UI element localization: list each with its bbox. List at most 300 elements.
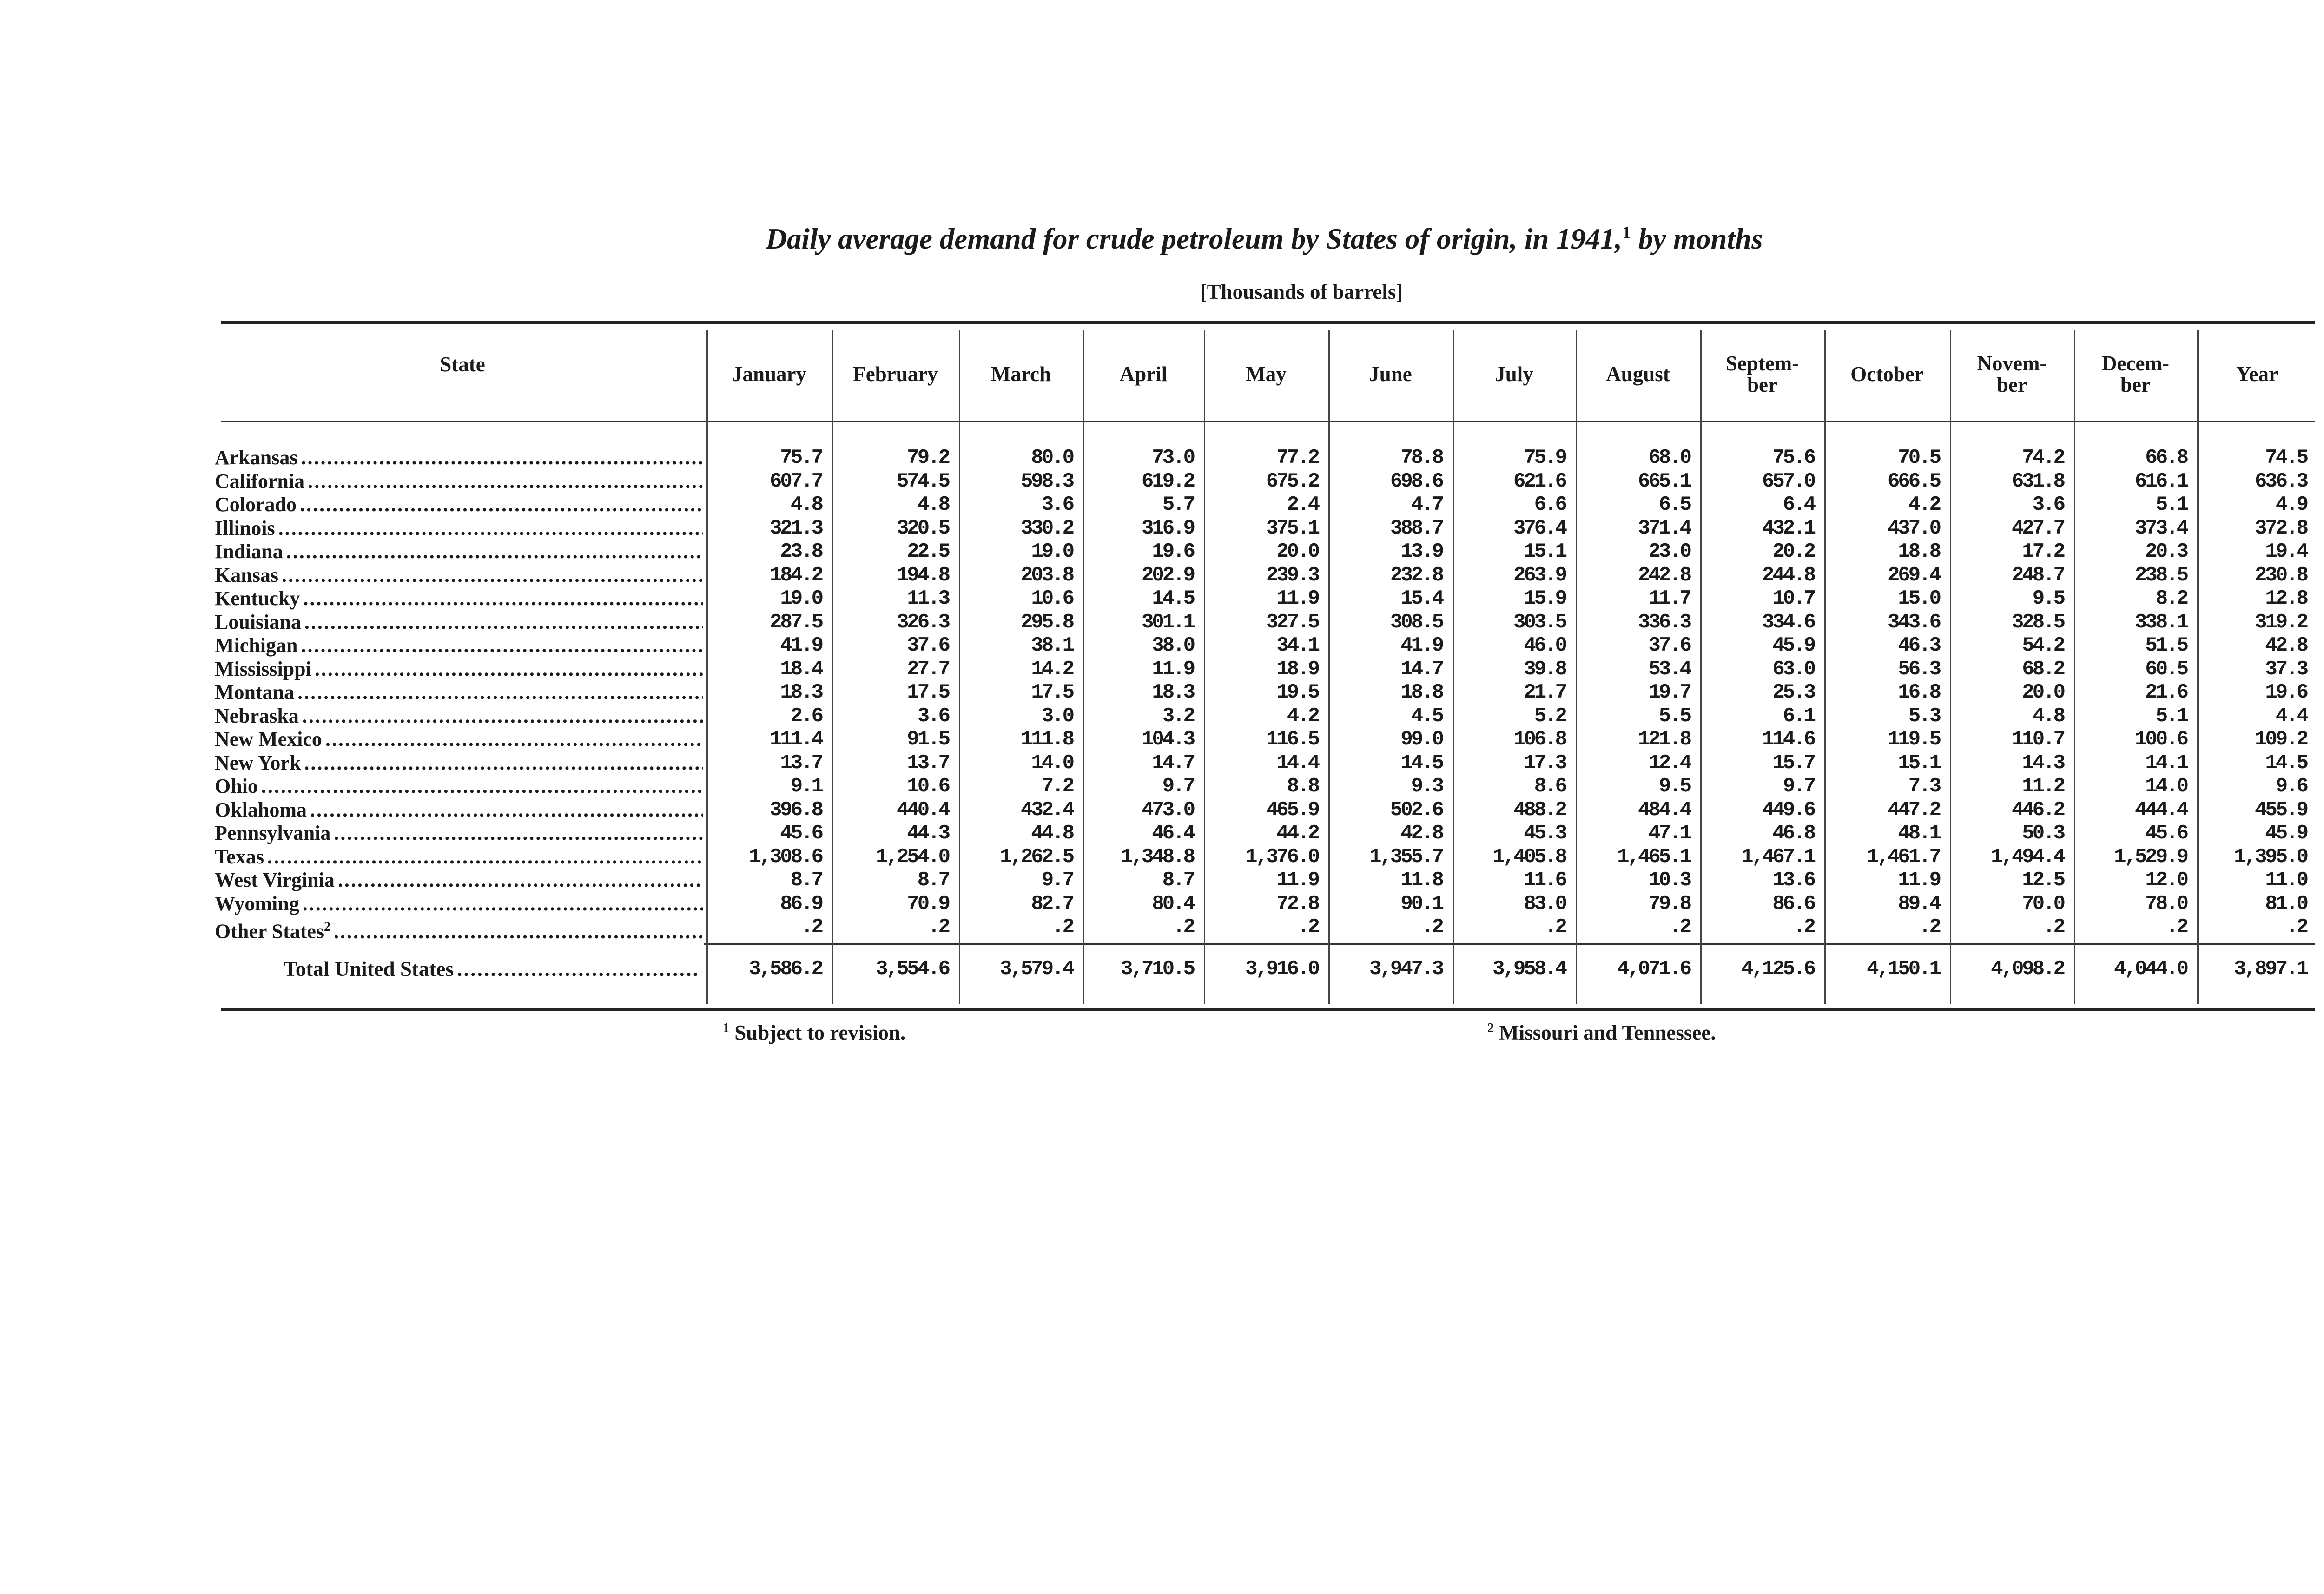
table-cell: 8.7 (1162, 869, 1194, 892)
table-cell: 371.4 (1637, 516, 1690, 540)
state-name: Kansas (215, 563, 278, 586)
table-cell: 13.9 (1400, 540, 1442, 563)
table-cell: 68.0 (1648, 446, 1690, 469)
table-cell: 25.3 (1772, 681, 1814, 704)
table-cell: 326.3 (896, 610, 949, 634)
total-cell: 3,554.6 (876, 957, 949, 981)
table-cell: 239.3 (1266, 563, 1318, 587)
table-cell: .2 (928, 916, 949, 939)
table-cell: 10.3 (1648, 869, 1690, 892)
table-cell: 78.8 (1400, 446, 1442, 469)
table-cell: 111.4 (769, 728, 822, 751)
table-cell: 48.1 (1898, 822, 1940, 845)
table-cell: 11.9 (1898, 869, 1940, 892)
table-cell: 248.7 (2011, 563, 2064, 587)
table-cell: 502.6 (1390, 798, 1442, 822)
total-rule (704, 943, 2315, 945)
table-cell: 1,308.6 (749, 845, 822, 869)
table-cell: .2 (2166, 916, 2187, 939)
table-cell: 10.6 (1031, 587, 1073, 610)
table-cell: 21.6 (2145, 681, 2187, 704)
table-cell: .2 (2286, 916, 2307, 939)
table-cell: 42.8 (1400, 822, 1442, 845)
table-title-tail: by months (1631, 223, 1763, 255)
table-cell: 375.1 (1266, 516, 1318, 540)
table-cell: 666.5 (1887, 469, 1940, 493)
total-cell: 4,098.2 (1991, 957, 2064, 981)
table-cell: 2.6 (790, 704, 822, 728)
table-cell: 72.8 (1276, 892, 1318, 916)
state-name: Montana (215, 681, 295, 704)
table-cell: 574.5 (896, 469, 949, 493)
table-cell: 14.7 (1400, 657, 1442, 681)
table-cell: 19.5 (1276, 681, 1318, 704)
table-cell: 14.4 (1276, 751, 1318, 775)
table-cell: 54.2 (2022, 634, 2064, 657)
table-cell: 74.2 (2022, 446, 2064, 469)
table-cell: 38.0 (1152, 634, 1194, 657)
table-cell: 27.7 (907, 657, 949, 681)
table-cell: 15.7 (1772, 751, 1814, 775)
total-cell: 4,150.1 (1867, 957, 1940, 981)
state-label (215, 916, 703, 943)
table-cell: 18.3 (1152, 681, 1194, 704)
state-label (215, 705, 703, 728)
table-cell: 621.6 (1513, 469, 1565, 493)
table-cell: 51.5 (2145, 634, 2187, 657)
table-cell: 45.6 (780, 822, 822, 845)
state-name: Nebraska (215, 704, 299, 727)
table-cell: 119.5 (1887, 728, 1940, 751)
column-header: February (853, 362, 938, 386)
table-cell: 9.7 (1783, 775, 1814, 798)
table-cell: 13.7 (907, 751, 949, 775)
table-cell: .2 (2043, 916, 2064, 939)
table-cell: 109.2 (2254, 728, 2307, 751)
total-cell: 3,579.4 (1000, 957, 1073, 981)
table-cell: 373.4 (2134, 516, 2187, 540)
table-cell: 53.4 (1648, 657, 1690, 681)
table-cell: 121.8 (1637, 728, 1690, 751)
table-cell: 75.7 (780, 446, 822, 469)
table-cell: 432.1 (1762, 516, 1814, 540)
table-cell: 14.5 (1152, 587, 1194, 610)
table-cell: 9.7 (1162, 775, 1194, 798)
table-cell: 230.8 (2254, 563, 2307, 587)
table-cell: 104.3 (1141, 728, 1194, 751)
state-label (215, 892, 703, 916)
state-name: Pennsylvania (215, 822, 331, 844)
table-cell: 295.8 (1020, 610, 1073, 634)
table-cell: 698.6 (1390, 469, 1442, 493)
table-cell: 484.4 (1637, 798, 1690, 822)
table-cell: 636.3 (2254, 469, 2307, 493)
table-cell: 11.2 (2022, 775, 2064, 798)
table-cell: 5.3 (1908, 704, 1940, 728)
table-cell: 10.7 (1772, 587, 1814, 610)
table-cell: 14.5 (2265, 751, 2307, 775)
table-cell: 37.3 (2265, 657, 2307, 681)
table-cell: 232.8 (1390, 563, 1442, 587)
table-cell: 14.2 (1031, 657, 1073, 681)
state-label (215, 728, 703, 751)
table-cell: 20.2 (1772, 540, 1814, 563)
column-header: July (1495, 362, 1533, 386)
state-name: California (215, 469, 305, 493)
table-cell: 46.4 (1152, 822, 1194, 845)
total-cell: 3,916.0 (1245, 957, 1318, 981)
table-cell: 328.5 (2011, 610, 2064, 634)
table-cell: 6.4 (1783, 493, 1814, 516)
state-name: Michigan (215, 634, 298, 657)
table-cell: 465.9 (1266, 798, 1318, 822)
table-cell: 23.0 (1648, 540, 1690, 563)
table-cell: .2 (1297, 916, 1318, 939)
state-name: Texas (215, 845, 264, 868)
table-cell: 5.5 (1658, 704, 1690, 728)
table-cell: 1,467.1 (1741, 845, 1814, 869)
column-header: Year (2236, 362, 2278, 386)
table-cell: 89.4 (1898, 892, 1940, 916)
table-cell: 20.0 (2022, 681, 2064, 704)
table-cell: 4.2 (1908, 493, 1940, 516)
state-label (215, 658, 703, 681)
table-cell: 46.0 (1524, 634, 1565, 657)
state-name: Ohio (215, 775, 258, 797)
state-name: Other States (215, 920, 324, 943)
table-cell: 1,465.1 (1617, 845, 1690, 869)
table-cell: 7.3 (1908, 775, 1940, 798)
title-footnote-mark: 1 (1622, 223, 1631, 243)
state-label (215, 517, 703, 540)
table-cell: 38.1 (1031, 634, 1073, 657)
state-label (215, 775, 703, 798)
table-cell: 1,262.5 (1000, 845, 1073, 869)
table-cell: 44.8 (1031, 822, 1073, 845)
table-cell: 5.7 (1162, 493, 1194, 516)
table-cell: 287.5 (769, 610, 822, 634)
stub-header: State (440, 353, 485, 376)
total-cell: 4,071.6 (1617, 957, 1690, 981)
total-cell: 3,947.3 (1369, 957, 1442, 981)
table-cell: 4.4 (2275, 704, 2307, 728)
table-cell: 46.3 (1898, 634, 1940, 657)
table-cell: 437.0 (1887, 516, 1940, 540)
table-cell: 73.0 (1152, 446, 1194, 469)
table-cell: 5.2 (1534, 704, 1565, 728)
table-cell: 1,376.0 (1245, 845, 1318, 869)
state-name: Kentucky (215, 587, 300, 610)
table-cell: 388.7 (1390, 516, 1442, 540)
table-cell: 657.0 (1762, 469, 1814, 493)
table-cell: 39.8 (1524, 657, 1565, 681)
table-cell: 63.0 (1772, 657, 1814, 681)
table-cell: 6.6 (1534, 493, 1565, 516)
table-cell: 37.6 (907, 634, 949, 657)
table-cell: 4.9 (2275, 493, 2307, 516)
table-cell: 8.7 (917, 869, 949, 892)
column-header: March (990, 362, 1051, 386)
table-cell: 17.3 (1524, 751, 1565, 775)
table-cell: 11.8 (1400, 869, 1442, 892)
table-cell: 18.9 (1276, 657, 1318, 681)
table-cell: 1,254.0 (876, 845, 949, 869)
state-name: Wyoming (215, 892, 299, 915)
footnote-2-mark: 2 (1487, 1021, 1494, 1035)
table-cell: 1,529.9 (2114, 845, 2187, 869)
table-cell: 4.8 (2032, 704, 2064, 728)
state-footnote-mark: 2 (324, 920, 331, 934)
table-cell: 80.0 (1031, 446, 1073, 469)
table-cell: 18.8 (1400, 681, 1442, 704)
table-cell: 316.9 (1141, 516, 1194, 540)
table-cell: 15.9 (1524, 587, 1565, 610)
table-cell: 203.8 (1020, 563, 1073, 587)
table-cell: 598.3 (1020, 469, 1073, 493)
table-cell: 1,405.8 (1492, 845, 1565, 869)
footnote-1-text: Subject to revision. (734, 1021, 906, 1044)
state-name: West Virginia (215, 869, 335, 891)
table-cell: 14.0 (2145, 775, 2187, 798)
table-cell: 75.6 (1772, 446, 1814, 469)
table-cell: 50.3 (2022, 822, 2064, 845)
table-cell: .2 (1052, 916, 1073, 939)
table-cell: 338.1 (2134, 610, 2187, 634)
table-cell: 301.1 (1141, 610, 1194, 634)
table-cell: 18.3 (780, 681, 822, 704)
table-cell: 46.8 (1772, 822, 1814, 845)
state-name: Mississippi (215, 657, 311, 680)
table-cell: 20.0 (1276, 540, 1318, 563)
table-cell: 4.7 (1411, 493, 1442, 516)
table-cell: 3.6 (1041, 493, 1073, 516)
table-cell: 44.2 (1276, 822, 1318, 845)
table-cell: 75.9 (1524, 446, 1565, 469)
column-header: August (1606, 362, 1670, 386)
table-cell: 263.9 (1513, 563, 1565, 587)
table-cell: 44.3 (907, 822, 949, 845)
header-rule (221, 421, 2315, 422)
table-cell: 184.2 (769, 563, 822, 587)
table-cell: 56.3 (1898, 657, 1940, 681)
table-title (665, 222, 1864, 256)
table-cell: 1,348.8 (1121, 845, 1194, 869)
state-name: Arkansas (215, 446, 298, 469)
table-cell: 100.6 (2134, 728, 2187, 751)
table-cell: 376.4 (1513, 516, 1565, 540)
total-label: Total United States . . . (284, 957, 704, 981)
table-cell: 23.8 (780, 540, 822, 563)
table-cell: 45.3 (1524, 822, 1565, 845)
table-cell: 1,395.0 (2234, 845, 2307, 869)
table-cell: 3.0 (1041, 704, 1073, 728)
table-cell: 19.0 (780, 587, 822, 610)
table-cell: 79.2 (907, 446, 949, 469)
state-label (215, 446, 703, 469)
table-cell: 5.1 (2155, 704, 2187, 728)
table-cell: 447.2 (1887, 798, 1940, 822)
table-cell: 11.9 (1276, 869, 1318, 892)
table-cell: 334.6 (1762, 610, 1814, 634)
state-name: Louisiana (215, 610, 301, 633)
table-cell: 74.5 (2265, 446, 2307, 469)
table-cell: 327.5 (1266, 610, 1318, 634)
table-cell: 319.2 (2254, 610, 2307, 634)
state-label (215, 822, 703, 845)
table-cell: 42.8 (2265, 634, 2307, 657)
table-cell: 13.7 (780, 751, 822, 775)
table-cell: 15.4 (1400, 587, 1442, 610)
table-cell: 41.9 (780, 634, 822, 657)
table-cell: 330.2 (1020, 516, 1073, 540)
table-cell: 11.7 (1648, 587, 1690, 610)
table-cell: 37.6 (1648, 634, 1690, 657)
table-cell: 343.6 (1887, 610, 1940, 634)
table-cell: 70.5 (1898, 446, 1940, 469)
table-cell: 449.6 (1762, 798, 1814, 822)
table-cell: 2.4 (1287, 493, 1318, 516)
table-cell: 1,355.7 (1369, 845, 1442, 869)
table-cell: 194.8 (896, 563, 949, 587)
table-cell: 70.0 (2022, 892, 2064, 916)
table-cell: 19.6 (1152, 540, 1194, 563)
table-cell: 19.7 (1648, 681, 1690, 704)
table-cell: 18.4 (780, 657, 822, 681)
table-cell: 619.2 (1141, 469, 1194, 493)
table-cell: 19.0 (1031, 540, 1073, 563)
table-cell: 321.3 (769, 516, 822, 540)
table-cell: 12.0 (2145, 869, 2187, 892)
table-cell: 446.2 (2011, 798, 2064, 822)
table-cell: 86.9 (780, 892, 822, 916)
table-cell: 1,461.7 (1867, 845, 1940, 869)
table-cell: 20.3 (2145, 540, 2187, 563)
table-cell: 432.4 (1020, 798, 1073, 822)
table-top-rule (221, 321, 2315, 324)
column-header: January (732, 362, 807, 386)
state-label (215, 564, 703, 587)
state-label (215, 611, 703, 634)
table-cell: 90.1 (1400, 892, 1442, 916)
table-cell: 9.6 (2275, 775, 2307, 798)
table-cell: 114.6 (1762, 728, 1814, 751)
table-cell: 70.9 (907, 892, 949, 916)
table-cell: 8.2 (2155, 587, 2187, 610)
state-label (215, 540, 703, 563)
table-cell: 238.5 (2134, 563, 2187, 587)
state-label (215, 845, 703, 869)
footnote-2-text: Missouri and Tennessee. (1499, 1021, 1716, 1044)
table-cell: 86.6 (1772, 892, 1814, 916)
table-cell: 396.8 (769, 798, 822, 822)
table-cell: .2 (1421, 916, 1442, 939)
column-header: Decem- ber (2102, 352, 2169, 396)
table-cell: 17.5 (907, 681, 949, 704)
table-cell: 15.1 (1524, 540, 1565, 563)
table-cell: 4.8 (790, 493, 822, 516)
table-cell: .2 (1793, 916, 1814, 939)
column-header: April (1119, 362, 1168, 386)
table-cell: .2 (801, 916, 822, 939)
table-cell: .2 (1919, 916, 1940, 939)
table-cell: 427.7 (2011, 516, 2064, 540)
table-cell: 17.5 (1031, 681, 1073, 704)
table-cell: 9.5 (1658, 775, 1690, 798)
table-cell: 19.4 (2265, 540, 2307, 563)
table-cell: 68.2 (2022, 657, 2064, 681)
table-cell: 5.1 (2155, 493, 2187, 516)
table-cell: 8.7 (790, 869, 822, 892)
table-cell: 22.5 (907, 540, 949, 563)
table-cell: 6.5 (1658, 493, 1690, 516)
table-bottom-rule (221, 1008, 2315, 1011)
table-cell: 79.8 (1648, 892, 1690, 916)
table-cell: 14.7 (1152, 751, 1194, 775)
total-cell: 4,125.6 (1741, 957, 1814, 981)
state-label (215, 493, 703, 516)
state-name: Oklahoma (215, 798, 307, 821)
table-cell: 8.6 (1534, 775, 1565, 798)
table-cell: 111.8 (1020, 728, 1073, 751)
table-cell: 372.8 (2254, 516, 2307, 540)
table-cell: 66.8 (2145, 446, 2187, 469)
state-label (215, 634, 703, 657)
table-cell: 19.6 (2265, 681, 2307, 704)
table-cell: 242.8 (1637, 563, 1690, 587)
table-cell: 631.8 (2011, 469, 2064, 493)
table-cell: 9.3 (1411, 775, 1442, 798)
table-cell: 607.7 (769, 469, 822, 493)
table-cell: 110.7 (2011, 728, 2064, 751)
column-header: May (1246, 362, 1287, 386)
table-cell: 444.4 (2134, 798, 2187, 822)
table-cell: 14.1 (2145, 751, 2187, 775)
table-cell: 99.0 (1400, 728, 1442, 751)
table-cell: 665.1 (1637, 469, 1690, 493)
total-cell: 3,897.1 (2234, 957, 2307, 981)
footnote-1 (723, 1021, 905, 1045)
table-cell: 11.0 (2265, 869, 2307, 892)
state-label (215, 470, 703, 493)
table-cell: 4.5 (1411, 704, 1442, 728)
table-cell: .2 (1545, 916, 1565, 939)
footnote-2 (1487, 1021, 1716, 1045)
table-cell: .2 (1669, 916, 1690, 939)
table-cell: 45.6 (2145, 822, 2187, 845)
table-cell: 3.6 (2032, 493, 2064, 516)
table-cell: 440.4 (896, 798, 949, 822)
table-cell: 488.2 (1513, 798, 1565, 822)
table-cell: 3.6 (917, 704, 949, 728)
table-cell: 11.3 (907, 587, 949, 610)
column-header: Septem- ber (1725, 352, 1799, 396)
table-cell: 41.9 (1400, 634, 1442, 657)
state-label (215, 751, 703, 775)
column-header: October (1850, 362, 1924, 386)
table-cell: 473.0 (1141, 798, 1194, 822)
table-cell: 455.9 (2254, 798, 2307, 822)
total-cell: 4,044.0 (2114, 957, 2187, 981)
column-header: June (1369, 362, 1412, 386)
table-cell: 15.1 (1898, 751, 1940, 775)
state-name: Illinois (215, 516, 275, 540)
state-label (215, 587, 703, 610)
table-cell: 45.9 (1772, 634, 1814, 657)
total-cell: 3,710.5 (1121, 957, 1194, 981)
table-cell: 9.1 (790, 775, 822, 798)
table-cell: 675.2 (1266, 469, 1318, 493)
total-cell: 3,958.4 (1492, 957, 1565, 981)
